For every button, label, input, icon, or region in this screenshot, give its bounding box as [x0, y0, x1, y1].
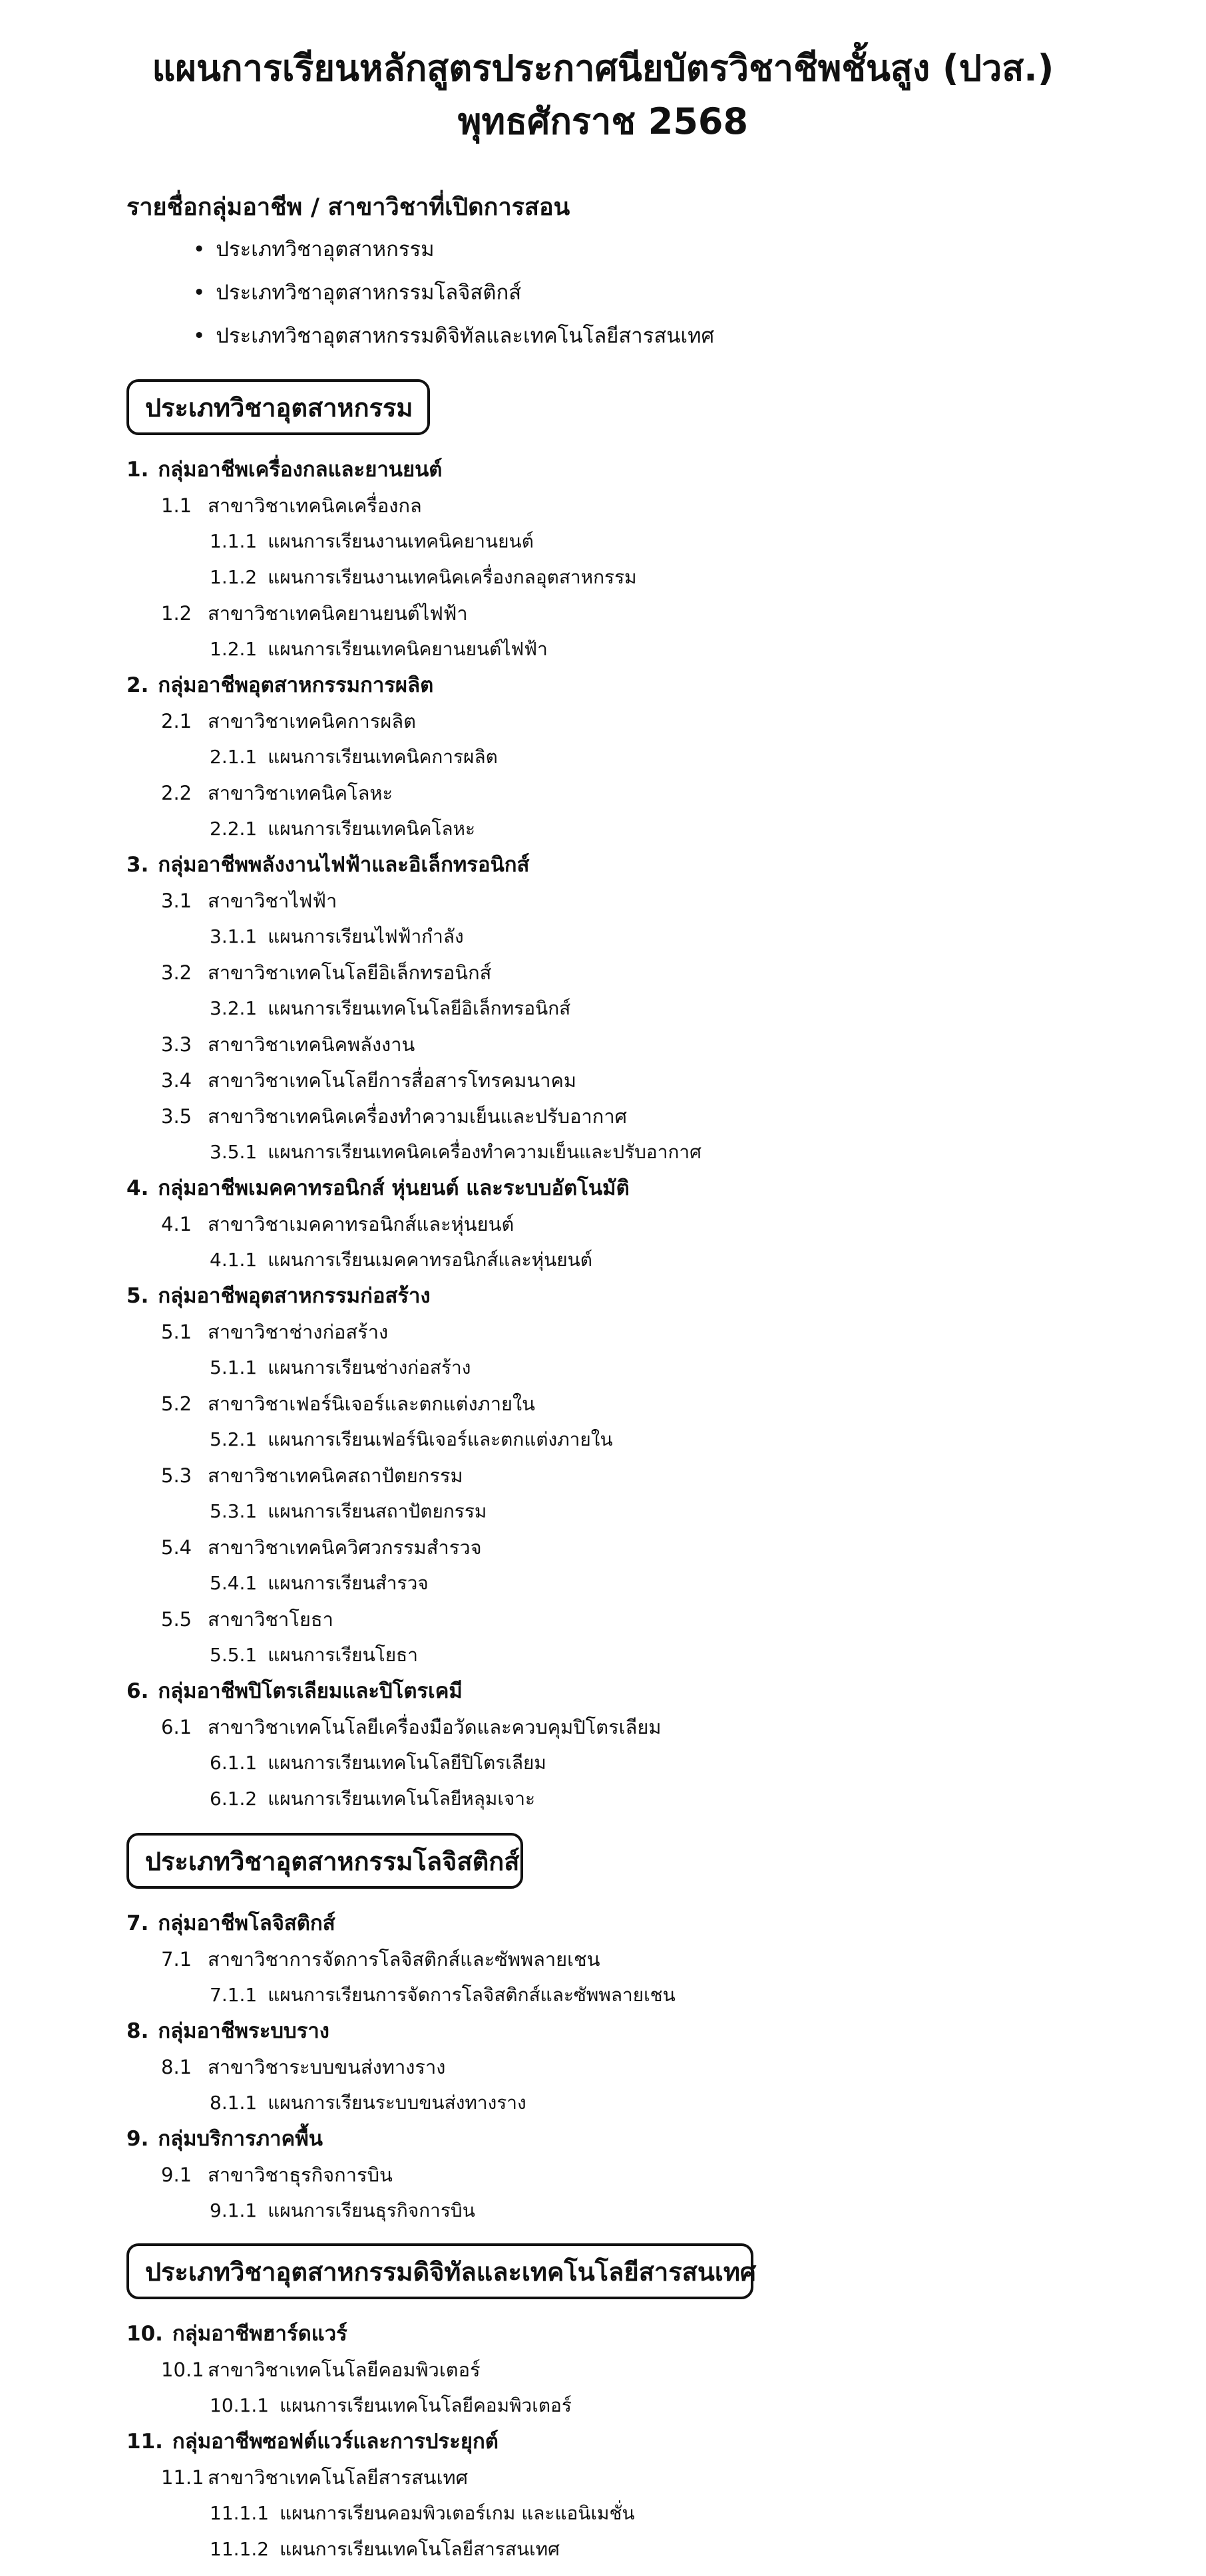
item-number: 1.2.1	[210, 638, 258, 660]
item-number: 11.1.2	[210, 2538, 270, 2560]
item-number: 4.1.1	[210, 1249, 258, 1271]
item-label: กลุ่มอาชีพระบบราง	[158, 2019, 329, 2043]
item-number: 5.3.1	[210, 1500, 258, 1522]
item-label: สาขาวิชาการจัดการโลจิสติกส์และซัพพลายเชน	[208, 1948, 600, 1971]
item-label: สาขาวิชาเทคนิคเครื่องกล	[208, 494, 422, 517]
item-label: กลุ่มอาชีพซอฟต์แวร์และการประยุกต์	[172, 2430, 499, 2454]
group-heading	[126, 672, 433, 699]
item-number: 5.3	[161, 1464, 192, 1487]
item-number: 3.3	[161, 1033, 192, 1056]
major-item	[161, 1462, 463, 1489]
plan-item	[210, 995, 570, 1022]
plan-item	[210, 744, 498, 770]
item-number: 3.4	[161, 1069, 192, 1092]
item-number: 3.5.1	[210, 1141, 258, 1163]
item-number: 5.5	[161, 1608, 192, 1631]
item-number: 4.1	[161, 1213, 192, 1235]
item-number: 8.1	[161, 2056, 192, 2078]
item-label: แผนการเรียนสำรวจ	[268, 1572, 429, 1594]
item-label: กลุ่มอาชีพโลจิสติกส์	[158, 1911, 335, 1935]
item-label: สาขาวิชาเทคนิคโลหะ	[208, 782, 393, 804]
item-number: 6.1	[161, 1716, 192, 1738]
plan-item	[210, 1247, 592, 1273]
item-number: 5.	[126, 1284, 149, 1308]
item-number: 11.1.1	[210, 2502, 270, 2524]
summary-item: • ประเภทวิชาอุตสาหกรรมโลจิสติกส์	[193, 279, 521, 306]
major-item	[161, 780, 393, 806]
item-number: 3.1	[161, 889, 192, 912]
major-item	[161, 1319, 388, 1345]
item-number: 7.1	[161, 1948, 192, 1971]
major-item	[161, 959, 491, 986]
item-label: แผนการเรียนเทคโนโลยีปิโตรเลียม	[268, 1752, 546, 1774]
item-number: 1.2	[161, 602, 192, 625]
item-label: สาขาวิชาเฟอร์นิเจอร์และตกแต่งภายใน	[208, 1392, 535, 1415]
item-label: กลุ่มอาชีพเมคคาทรอนิกส์ หุ่นยนต์ และระบบอัตโนมัติ	[158, 1176, 630, 1200]
major-item	[161, 2054, 445, 2080]
item-number: 1.1	[161, 494, 192, 517]
item-label: สาขาวิชาเทคนิคพลังงาน	[208, 1033, 415, 1056]
major-item	[161, 600, 468, 627]
major-item	[161, 1606, 333, 1633]
item-label: แผนการเรียนเทคนิคยานยนต์ไฟฟ้า	[268, 638, 548, 660]
item-label: สาขาวิชาไฟฟ้า	[208, 889, 337, 912]
major-item	[161, 1031, 415, 1058]
item-label: กลุ่มบริการภาคพื้น	[158, 2127, 323, 2151]
plan-item	[210, 1982, 676, 2009]
item-label: สาขาวิชาโยธา	[208, 1608, 333, 1631]
item-label: สาขาวิชาเทคโนโลยีอิเล็กทรอนิกส์	[208, 961, 492, 984]
item-label: แผนการเรียนเฟอร์นิเจอร์และตกแต่งภายใน	[268, 1428, 613, 1450]
group-heading	[126, 1678, 463, 1704]
group-heading	[126, 456, 442, 483]
item-number: 10.1.1	[210, 2394, 270, 2416]
item-label: สาขาวิชาเมคคาทรอนิกส์และหุ่นยนต์	[208, 1213, 514, 1235]
page-title-year: พุทธศักราช 2568	[457, 100, 749, 142]
item-label: แผนการเรียนการจัดการโลจิสติกส์และซัพพลายเชน	[268, 1984, 676, 2006]
plan-item	[210, 1426, 613, 1453]
item-label: สาขาวิชาเทคนิคเครื่องทำความเย็นและปรับอากาศ	[208, 1105, 628, 1128]
plan-item	[210, 1642, 418, 1669]
plan-item	[210, 1786, 535, 1812]
major-item	[161, 2464, 468, 2491]
item-label: สาขาวิชาเทคนิคยานยนต์ไฟฟ้า	[208, 602, 468, 625]
item-label: สาขาวิชาเทคนิคการผลิต	[208, 710, 417, 732]
major-item	[161, 708, 416, 734]
item-label: แผนการเรียนโยธา	[268, 1644, 418, 1666]
major-item	[161, 1211, 514, 1237]
item-number: 11.1	[161, 2466, 204, 2489]
item-label: สาขาวิชาธุรกิจการบิน	[208, 2164, 393, 2186]
item-label: สาขาวิชาเทคโนโลยีสารสนเทศ	[208, 2466, 469, 2489]
group-heading	[126, 2126, 323, 2152]
group-heading	[126, 1910, 335, 1937]
item-label: สาขาวิชาช่างก่อสร้าง	[208, 1321, 389, 1343]
item-label: แผนการเรียนเทคโนโลยีหลุมเจาะ	[268, 1788, 536, 1810]
item-number: 9.	[126, 2127, 149, 2151]
item-number: 5.4	[161, 1536, 192, 1559]
plan-item	[210, 2500, 635, 2527]
item-label: สาขาวิชาเทคโนโลยีการสื่อสารโทรคมนาคม	[208, 1069, 577, 1092]
item-label: สาขาวิชาเทคนิคสถาปัตยกรรม	[208, 1464, 463, 1487]
item-label: แผนการเรียนไฟฟ้ากำลัง	[268, 925, 464, 947]
item-number: 11.	[126, 2430, 163, 2454]
major-item	[161, 2162, 393, 2188]
item-number: 6.1.1	[210, 1752, 258, 1774]
item-label: แผนการเรียนเทคโนโลยีอิเล็กทรอนิกส์	[268, 997, 571, 1019]
item-number: 1.	[126, 458, 149, 482]
group-heading	[126, 852, 529, 878]
page-title: แผนการเรียนหลักสูตรประกาศนียบัตรวิชาชีพชั้นสูง (ปวส.)	[152, 47, 1054, 89]
major-item	[161, 2356, 481, 2383]
summary-item: • ประเภทวิชาอุตสาหกรรม	[193, 236, 435, 263]
item-label: แผนการเรียนเทคนิคเครื่องทำความเย็นและปรับอากาศ	[268, 1141, 702, 1163]
item-number: 5.2	[161, 1392, 192, 1415]
plan-item	[210, 1570, 429, 1597]
item-label: แผนการเรียนระบบขนส่งทางราง	[268, 2092, 526, 2114]
item-label: แผนการเรียนงานเทคนิคยานยนต์	[268, 530, 534, 552]
item-label: แผนการเรียนเทคโนโลยีสารสนเทศ	[280, 2538, 560, 2560]
category-box: ประเภทวิชาอุตสาหกรรมดิจิทัลและเทคโนโลยีสารสนเทศ	[126, 2243, 753, 2299]
item-label: แผนการเรียนคอมพิวเตอร์เกม และแอนิเมชั่น	[280, 2502, 635, 2524]
item-number: 8.	[126, 2019, 149, 2043]
item-number: 5.1.1	[210, 1357, 258, 1378]
group-heading	[126, 2428, 499, 2455]
category-box: ประเภทวิชาอุตสาหกรรมโลจิสติกส์	[126, 1833, 523, 1889]
plan-item	[210, 2392, 572, 2419]
item-number: 5.4.1	[210, 1572, 258, 1594]
item-number: 2.	[126, 673, 149, 697]
plan-item	[210, 528, 534, 555]
group-heading	[126, 1175, 630, 1202]
item-number: 3.1.1	[210, 925, 258, 947]
item-label: แผนการเรียนเทคโนโลยีคอมพิวเตอร์	[280, 2394, 572, 2416]
item-number: 7.	[126, 1911, 149, 1935]
item-label: สาขาวิชาเทคโนโลยีเครื่องมือวัดและควบคุมปิโตรเลียม	[208, 1716, 662, 1738]
plan-item	[210, 636, 548, 663]
group-heading	[126, 2321, 347, 2347]
item-label: สาขาวิชาเทคนิควิศวกรรมสำรวจ	[208, 1536, 482, 1559]
plan-item	[210, 2090, 526, 2116]
item-number: 5.1	[161, 1321, 192, 1343]
item-label: แผนการเรียนเทคนิคการผลิต	[268, 746, 498, 768]
item-number: 2.2	[161, 782, 192, 804]
item-number: 5.5.1	[210, 1644, 258, 1666]
major-item	[161, 1390, 535, 1417]
item-number: 2.1	[161, 710, 192, 732]
group-heading	[126, 1283, 431, 1309]
item-number: 7.1.1	[210, 1984, 258, 2006]
item-label: สาขาวิชาระบบขนส่งทางราง	[208, 2056, 446, 2078]
item-label: แผนการเรียนช่างก่อสร้าง	[268, 1357, 471, 1378]
item-number: 4.	[126, 1176, 149, 1200]
item-number: 1.1.1	[210, 530, 258, 552]
item-label: แผนการเรียนธุรกิจการบิน	[268, 2199, 475, 2221]
summary-item: • ประเภทวิชาอุตสาหกรรมดิจิทัลและเทคโนโลยีสารสนเทศ	[193, 323, 714, 349]
major-item	[161, 887, 337, 914]
item-number: 3.2	[161, 961, 192, 984]
group-heading	[126, 2018, 329, 2044]
item-label: แผนการเรียนสถาปัตยกรรม	[268, 1500, 487, 1522]
item-label: กลุ่มอาชีพอุตสาหกรรมการผลิต	[158, 673, 434, 697]
plan-item	[210, 816, 475, 842]
item-label: กลุ่มอาชีพฮาร์ดแวร์	[172, 2322, 347, 2346]
major-item	[161, 1103, 627, 1130]
list-heading: รายชื่อกลุ่มอาชีพ / สาขาวิชาที่เปิดการสอน	[126, 194, 570, 221]
item-number: 6.1.2	[210, 1788, 258, 1810]
item-number: 3.	[126, 853, 149, 877]
plan-item	[210, 1355, 471, 1381]
item-number: 5.2.1	[210, 1428, 258, 1450]
item-number: 3.2.1	[210, 997, 258, 1019]
item-number: 9.1.1	[210, 2199, 258, 2221]
plan-item	[210, 1139, 702, 1166]
plan-item	[210, 2197, 475, 2224]
major-item	[161, 1534, 482, 1561]
major-item	[161, 492, 422, 519]
item-label: กลุ่มอาชีพเครื่องกลและยานยนต์	[158, 458, 443, 482]
plan-item	[210, 2536, 560, 2563]
item-number: 10.	[126, 2322, 163, 2346]
item-label: แผนการเรียนงานเทคนิคเครื่องกลอุตสาหกรรม	[268, 566, 637, 588]
item-label: กลุ่มอาชีพพลังงานไฟฟ้าและอิเล็กทรอนิกส์	[158, 853, 530, 877]
item-label: แผนการเรียนเทคนิคโลหะ	[268, 818, 476, 840]
plan-item	[210, 1750, 546, 1776]
plan-item	[210, 923, 464, 950]
item-number: 6.	[126, 1679, 149, 1703]
plan-item	[210, 564, 637, 591]
item-label: แผนการเรียนเมคคาทรอนิกส์และหุ่นยนต์	[268, 1249, 592, 1271]
item-label: สาขาวิชาเทคโนโลยีคอมพิวเตอร์	[208, 2358, 481, 2381]
item-label: กลุ่มอาชีพอุตสาหกรรมก่อสร้าง	[158, 1284, 431, 1308]
item-number: 1.1.2	[210, 566, 258, 588]
category-box: ประเภทวิชาอุตสาหกรรม	[126, 379, 430, 435]
major-item	[161, 1067, 576, 1094]
item-label: กลุ่มอาชีพปิโตรเลียมและปิโตรเคมี	[158, 1679, 463, 1703]
item-number: 8.1.1	[210, 2092, 258, 2114]
major-item	[161, 1714, 661, 1740]
plan-item	[210, 1498, 487, 1525]
item-number: 9.1	[161, 2164, 192, 2186]
major-item	[161, 1946, 600, 1973]
item-number: 2.2.1	[210, 818, 258, 840]
item-number: 2.1.1	[210, 746, 258, 768]
item-number: 3.5	[161, 1105, 192, 1128]
item-number: 10.1	[161, 2358, 204, 2381]
